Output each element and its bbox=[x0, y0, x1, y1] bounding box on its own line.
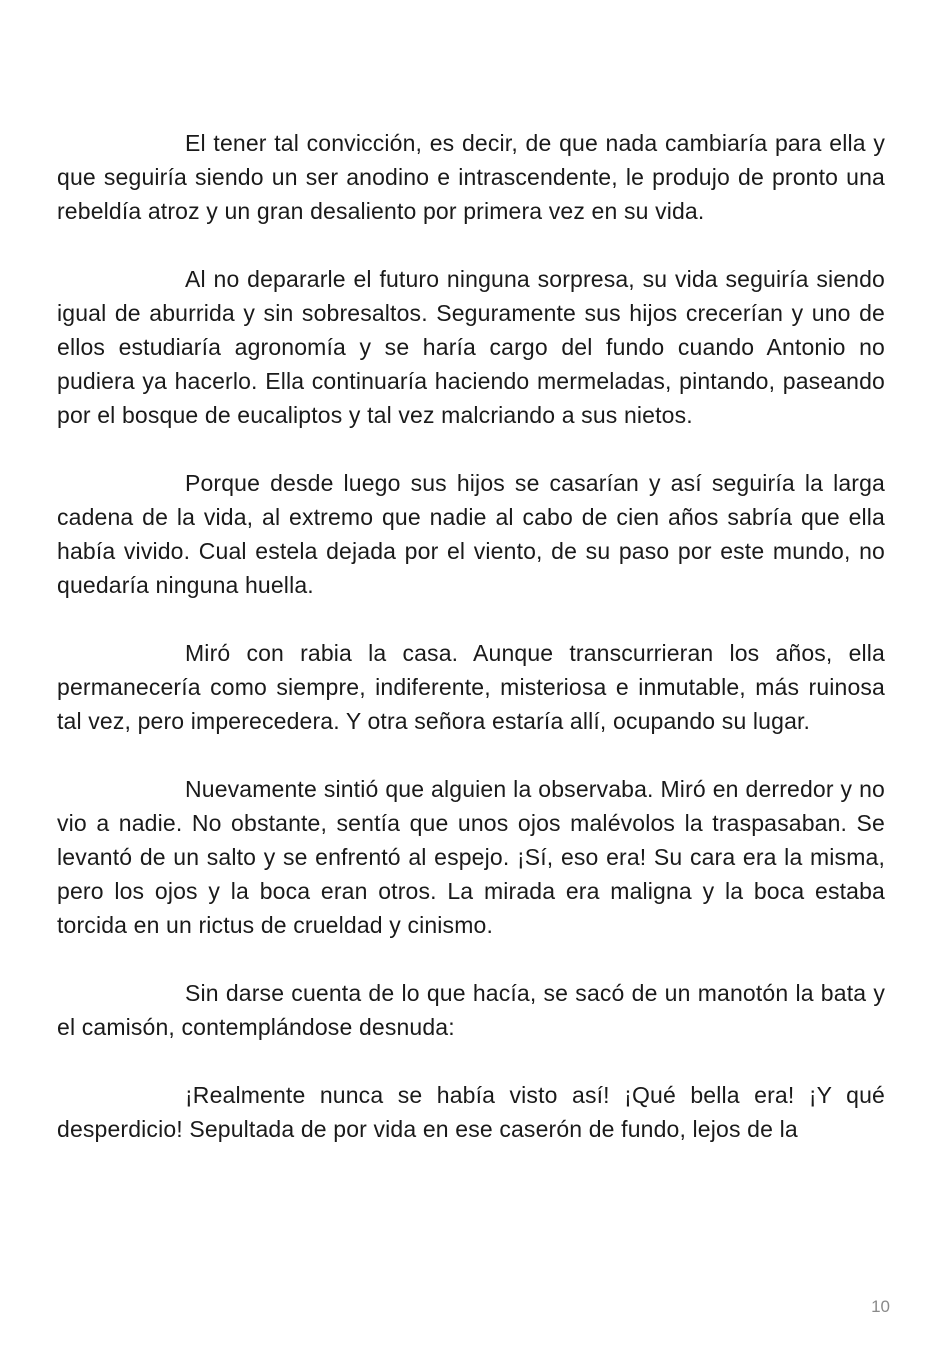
page-number: 10 bbox=[871, 1297, 890, 1316]
paragraph-3: Porque desde luego sus hijos se casarían y así seguiría la larga cadena de la vida, al extremo que nadie al cabo de cien años sabría que ella había vivido. Cual estela dejada por el viento, de su paso por este mundo, no quedaría ninguna huella. bbox=[57, 470, 885, 598]
paragraph-1: El tener tal convicción, es decir, de que nada cambiaría para ella y que seguiría siendo un ser anodino e intrascendente, le produjo de pronto una rebeldía atroz y un gran desaliento por primera vez en su vida. bbox=[57, 130, 885, 224]
paragraph-5: Nuevamente sintió que alguien la observaba. Miró en derredor y no vio a nadie. No obstante, sentía que unos ojos malévolos la traspasaban. Se levantó de un salto y se enfrentó al espejo. ¡Sí, eso era! Su cara era la misma, pero los ojos y la boca eran otros. La mirada era maligna y la boca estaba torcida en un rictus de crueldad y cinismo. bbox=[57, 776, 885, 938]
paragraph-6: Sin darse cuenta de lo que hacía, se sacó de un manotón la bata y el camisón, contemplándose desnuda: bbox=[57, 980, 885, 1040]
paragraph-7: ¡Realmente nunca se había visto así! ¡Qué bella era! ¡Y qué desperdicio! Sepultada de por vida en ese caserón de fundo, lejos de la bbox=[57, 1082, 885, 1142]
paragraph-4: Miró con rabia la casa. Aunque transcurrieran los años, ella permanecería como siempre, indiferente, misteriosa e inmutable, más ruinosa tal vez, pero imperecedera. Y otra señora estaría allí, ocupando su lugar. bbox=[57, 640, 885, 734]
paragraph-2: Al no depararle el futuro ninguna sorpresa, su vida seguiría siendo igual de aburrida y sin sobresaltos. Seguramente sus hijos crecerían y uno de ellos estudiaría agronomía y se haría cargo del fundo cuando Antonio no pudiera ya hacerlo. Ella continuaría haciendo mermeladas, pintando, paseando por el bosque de eucaliptos y tal vez malcriando a sus nietos. bbox=[57, 266, 885, 428]
page-body bbox=[57, 126, 885, 1180]
